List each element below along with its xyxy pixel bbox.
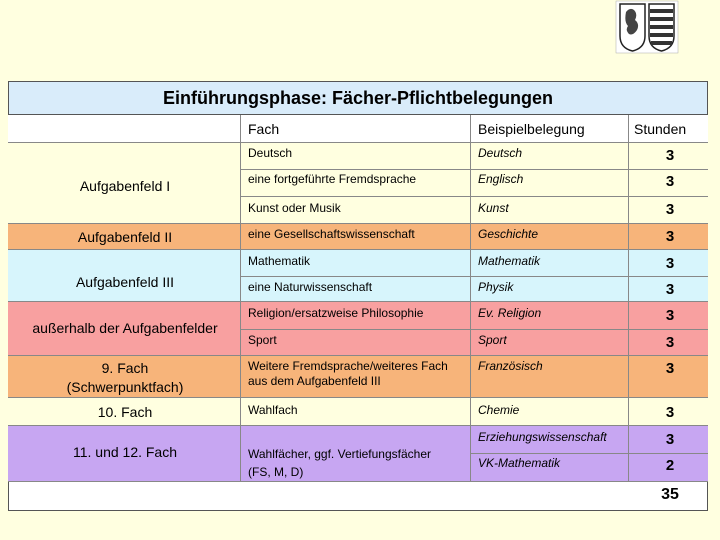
wahl-line2: (FS, M, D) [248,465,304,479]
beispiel-cell: Chemie [478,403,520,417]
beispiel-cell: Mathematik [478,254,541,268]
group-9-fach: 9. Fach [101,360,149,376]
stunden-cell: 3 [665,228,675,245]
group-11-12-fach: 11. und 12. Fach [72,444,178,460]
fach-cell: Kunst oder Musik [248,201,341,215]
beispiel-cell: Geschichte [478,227,539,241]
row-separator [240,329,708,330]
fach-cell: Sport [248,333,277,347]
row-separator [240,276,708,277]
beispiel-cell: Ev. Religion [478,306,542,320]
stunden-cell: 3 [665,307,675,324]
header-beispiel: Beispielbelegung [478,121,585,137]
group-aufgabenfeld-3: Aufgabenfeld III [75,274,175,290]
row-separator [470,453,708,454]
beispiel-cell: Deutsch [478,146,523,160]
page-title: Einführungsphase: Fächer-Pflichtbelegungen [8,81,708,115]
stunden-cell: 3 [665,255,675,272]
fach-cell-line1: Weitere Fremdsprache/weiteres Fach [248,359,448,373]
beispiel-cell: Englisch [478,172,524,186]
stunden-cell: 3 [665,431,675,448]
group-10-fach: 10. Fach [97,404,153,420]
total-hours: 35 [661,486,679,503]
beispiel-cell: Französisch [478,359,543,373]
coat-of-arms-icon [614,0,680,54]
row-separator [240,169,708,170]
header-fach: Fach [248,121,280,137]
header-stunden: Stunden [634,121,687,137]
stunden-cell: 3 [665,201,675,218]
column-divider [628,115,629,482]
group-aufgabenfeld-1: Aufgabenfeld I [79,178,171,194]
fach-cell: eine Naturwissenschaft [248,280,373,294]
stunden-cell: 3 [665,147,675,164]
fach-cell: eine fortgeführte Fremdsprache [248,172,417,186]
column-divider [470,115,471,482]
beispiel-cell: Erziehungswissenschaft [478,430,607,444]
column-divider [240,115,241,482]
fach-cell: Wahlfach [248,403,298,417]
beispiel-cell: Physik [478,280,514,294]
group-schwerpunktfach: (Schwerpunktfach) [66,379,184,395]
fach-cell-line2: aus dem Aufgabenfeld III [248,374,381,388]
row-separator [240,196,708,197]
wahl-line1: Wahlfächer, ggf. Vertiefungsfächer [248,447,431,461]
fach-cell: Deutsch [248,146,293,160]
band-header [8,115,708,143]
stunden-cell: 3 [665,404,675,421]
stunden-cell: 3 [665,334,675,351]
group-aufgabenfeld-2: Aufgabenfeld II [77,229,173,245]
stunden-cell: 2 [665,457,675,474]
fach-cell: eine Gesellschaftswissenschaft [248,227,415,241]
group-ausserhalb: außerhalb der Aufgabenfelder [32,320,218,336]
stunden-cell: 3 [665,281,675,298]
stunden-cell: 3 [665,173,675,190]
beispiel-cell: VK-Mathematik [478,456,561,470]
fach-cell: Mathematik [248,254,311,268]
beispiel-cell: Sport [478,333,507,347]
stunden-cell: 3 [665,360,675,377]
fach-cell: Religion/ersatzweise Philosophie [248,306,424,320]
beispiel-cell: Kunst [478,201,509,215]
